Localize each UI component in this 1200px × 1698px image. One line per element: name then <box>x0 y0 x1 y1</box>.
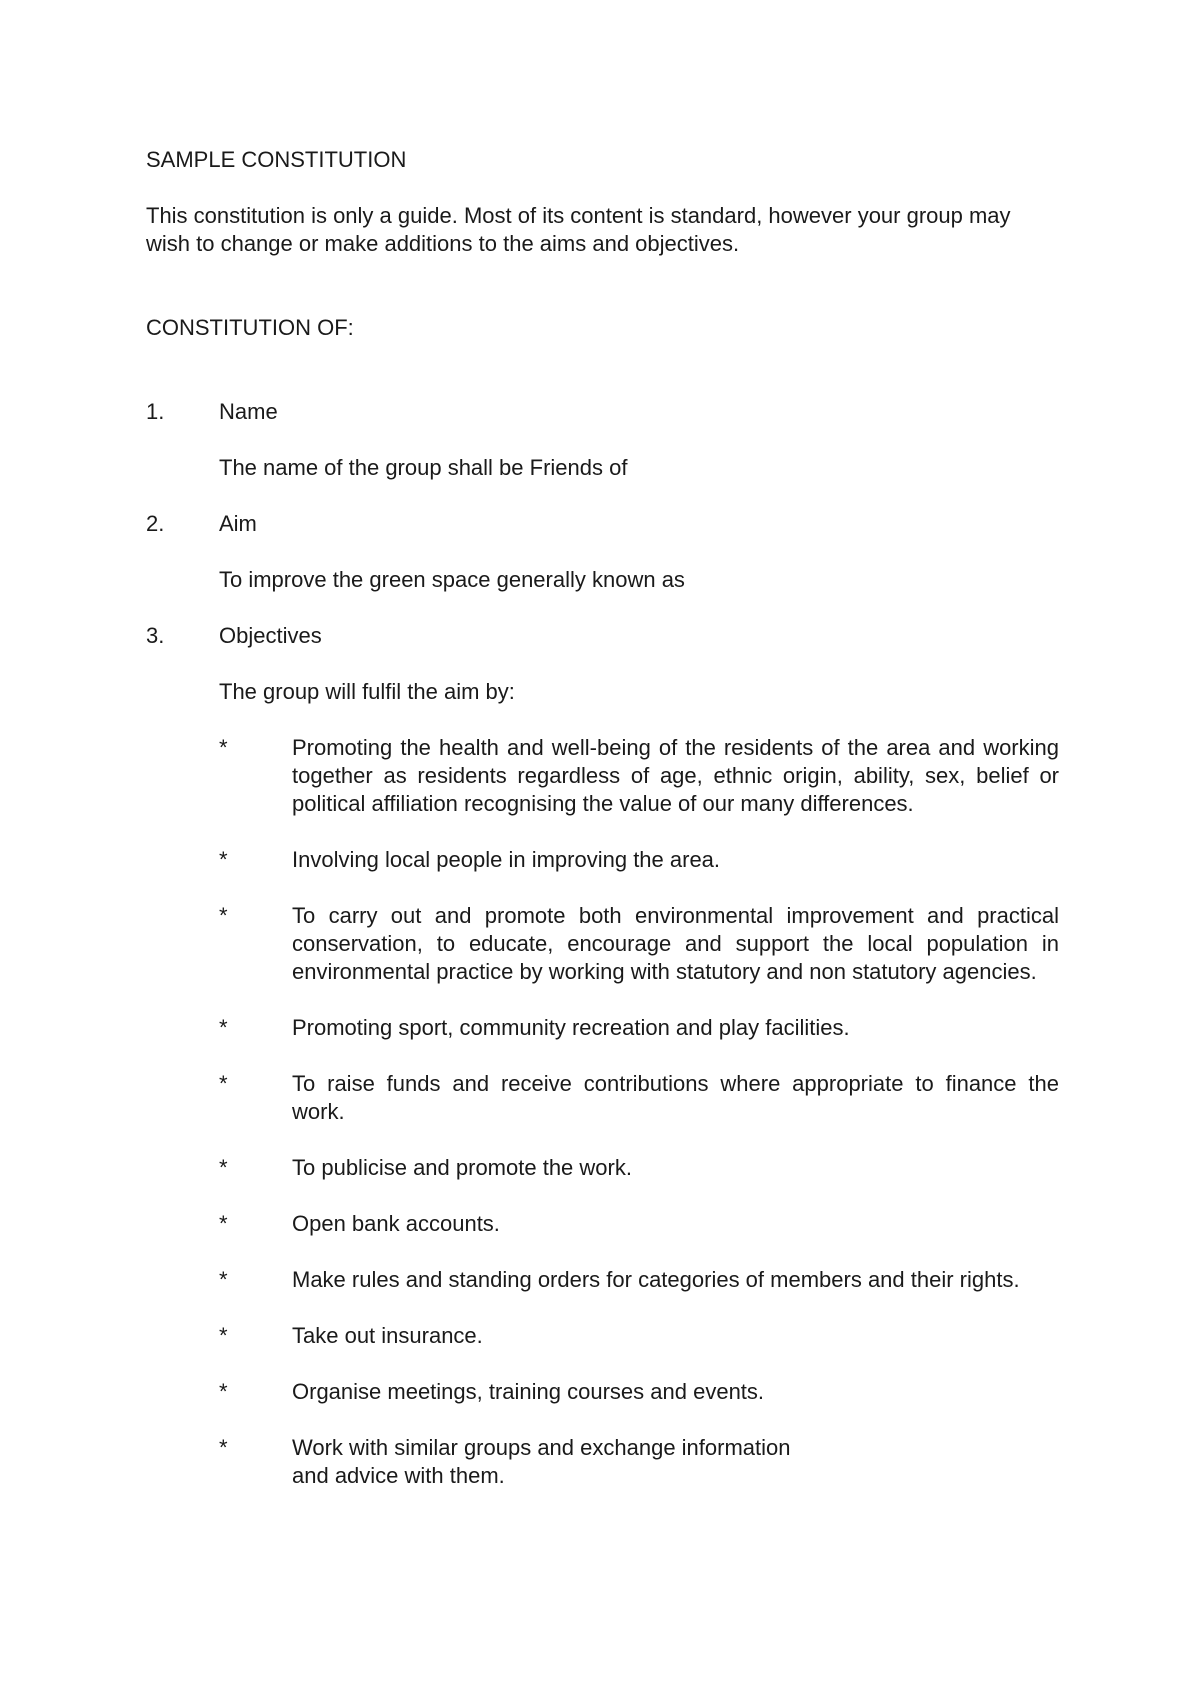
list-item-text: To publicise and promote the work. <box>292 1155 632 1180</box>
section-number: 2. <box>146 511 165 536</box>
bullet-mark: * <box>219 1015 228 1040</box>
section-objectives <box>146 622 1059 1490</box>
list-item-text: Promoting sport, community recreation and play facilities. <box>292 1015 850 1040</box>
list-item <box>219 1014 1059 1042</box>
list-item-text: Make rules and standing orders for categories of members and their rights. <box>292 1267 1020 1292</box>
list-item-text <box>292 1434 1059 1490</box>
list-item-text: Open bank accounts. <box>292 1211 500 1236</box>
list-item <box>219 1210 1059 1238</box>
list-item-text: Promoting the health and well-being of the residents of the area and working together as residents regardless of age, ethnic origin, ability, sex, belief or political affiliation recognising the value of our many differences. <box>292 735 1059 816</box>
section-heading: Objectives <box>219 623 322 648</box>
list-item <box>219 1154 1059 1182</box>
section-heading: Aim <box>219 511 257 536</box>
section-heading: Name <box>219 399 278 424</box>
document-content <box>146 146 1059 1490</box>
section-header <box>146 622 1059 650</box>
list-item <box>219 1322 1059 1350</box>
constitution-of-heading: CONSTITUTION OF: <box>146 315 354 340</box>
bullet-mark: * <box>219 735 228 760</box>
bullet-mark: * <box>219 847 228 872</box>
section-number: 3. <box>146 623 165 648</box>
list-item-text: Organise meetings, training courses and events. <box>292 1379 765 1404</box>
bullet-mark: * <box>219 1379 228 1404</box>
section-aim <box>146 510 1059 594</box>
list-item-text: To raise funds and receive contributions where appropriate to finance the work. <box>292 1071 1059 1124</box>
list-item <box>219 1378 1059 1406</box>
bullet-mark: * <box>219 1155 228 1180</box>
list-item-text: Take out insurance. <box>292 1323 483 1348</box>
list-item <box>219 1070 1059 1126</box>
list-item-text: Involving local people in improving the area. <box>292 847 721 872</box>
list-item <box>219 1266 1059 1294</box>
section-header <box>146 398 1059 426</box>
bullet-mark: * <box>219 1211 228 1236</box>
section-body: The name of the group shall be Friends of <box>219 455 628 480</box>
list-item <box>219 1434 1059 1490</box>
intro-paragraph: This constitution is only a guide. Most of its content is standard, however your group may wish to change or make additions to the aims and objectives. <box>146 203 1011 256</box>
document-title: SAMPLE CONSTITUTION <box>146 147 407 172</box>
bullet-mark: * <box>219 903 228 928</box>
section-body: The group will fulfil the aim by: <box>219 679 515 704</box>
section-header <box>146 510 1059 538</box>
bullet-mark: * <box>219 1323 228 1348</box>
list-item <box>219 734 1059 818</box>
list-item-text: To carry out and promote both environmental improvement and practical conservation, to educate, encourage and support the local population in environmental practice by working with statutory and non statutory agencies. <box>292 903 1059 984</box>
section-number: 1. <box>146 399 165 424</box>
list-item-line: and advice with them. <box>292 1463 505 1488</box>
bullet-mark: * <box>219 1435 228 1460</box>
section-name <box>146 398 1059 482</box>
list-item <box>219 846 1059 874</box>
section-body: To improve the green space generally known as <box>219 567 685 592</box>
bullet-mark: * <box>219 1071 228 1096</box>
bullet-mark: * <box>219 1267 228 1292</box>
list-item-line: Work with similar groups and exchange information <box>292 1435 791 1460</box>
objectives-list <box>219 734 1059 1490</box>
list-item <box>219 902 1059 986</box>
